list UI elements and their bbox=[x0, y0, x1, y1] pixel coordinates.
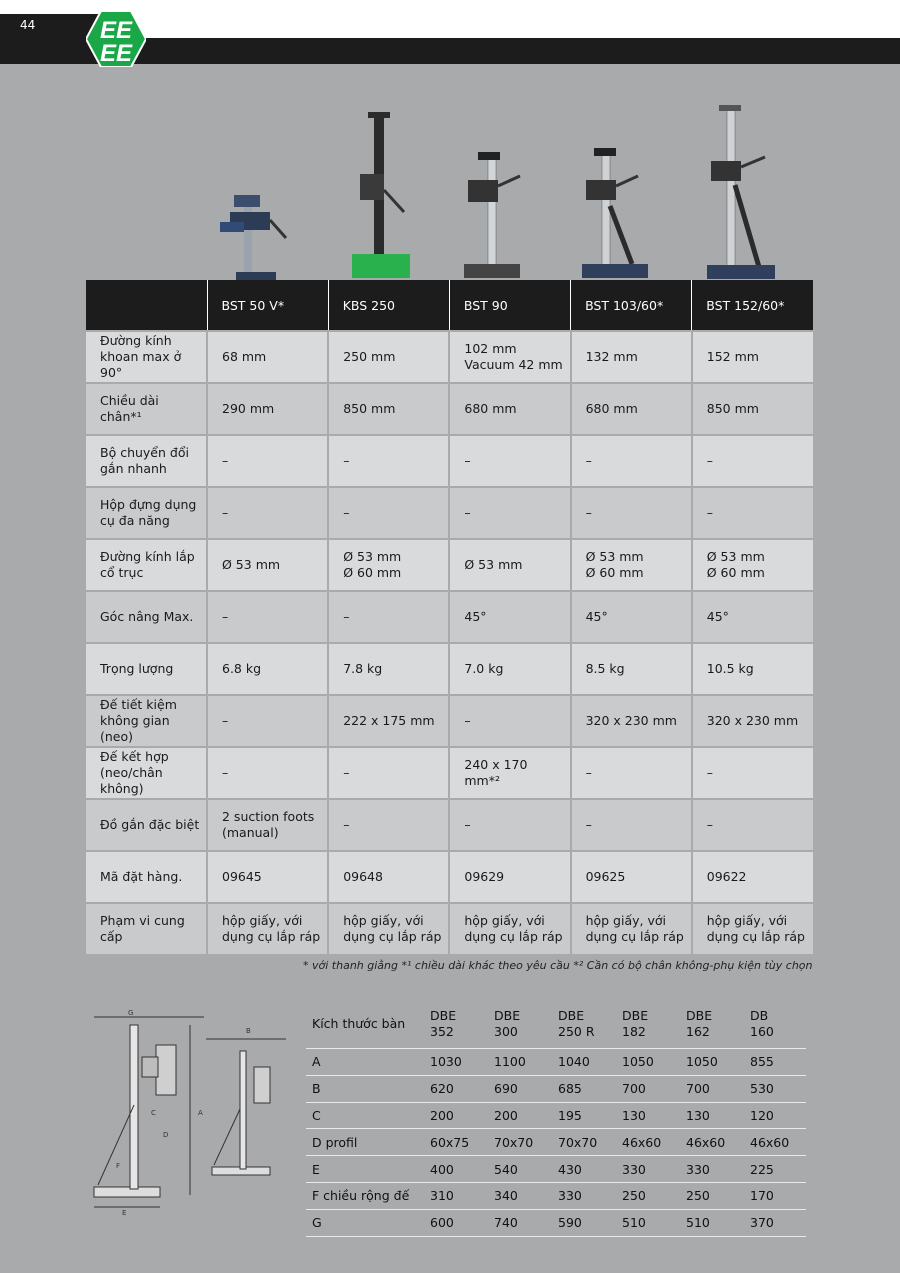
spec-label bbox=[86, 851, 207, 903]
cell-line: – bbox=[706, 505, 713, 520]
spec-value bbox=[328, 435, 449, 487]
cell-line: – bbox=[464, 817, 471, 832]
spec-label bbox=[86, 695, 207, 747]
model-header bbox=[680, 1000, 744, 1049]
cell-line: Đường kính lắp bbox=[100, 549, 195, 564]
spec-value bbox=[328, 643, 449, 695]
spec-value bbox=[692, 695, 813, 747]
cell-line: 6.8 kg bbox=[222, 661, 262, 676]
spec-value bbox=[571, 799, 692, 851]
dimension-label: B bbox=[306, 1075, 424, 1102]
cell-line: 850 mm bbox=[706, 401, 759, 416]
cell-line: DBE bbox=[494, 1008, 521, 1023]
cell-line: Ø 53 mm bbox=[222, 557, 281, 572]
cell-line: 68 mm bbox=[222, 349, 267, 364]
spec-value bbox=[692, 591, 813, 643]
dimension-value: 690 bbox=[488, 1075, 552, 1102]
spec-value bbox=[449, 695, 570, 747]
dimension-value: 370 bbox=[744, 1209, 806, 1236]
bst-50-v-image bbox=[214, 190, 289, 280]
dimension-value: 685 bbox=[552, 1075, 616, 1102]
cell-line: dụng cụ lắp ráp bbox=[464, 929, 563, 944]
spec-row bbox=[86, 383, 813, 435]
dimension-row bbox=[306, 1209, 806, 1236]
spec-value bbox=[449, 383, 570, 435]
cell-line: hộp giấy, với bbox=[222, 913, 303, 928]
spec-value bbox=[571, 851, 692, 903]
dimension-value: 1100 bbox=[488, 1049, 552, 1076]
label-f: F bbox=[116, 1162, 121, 1170]
dimension-value: 60x75 bbox=[424, 1129, 488, 1156]
model-header bbox=[616, 1000, 680, 1049]
product-header: BST 50 V* bbox=[207, 280, 328, 331]
cell-line: 680 mm bbox=[585, 401, 638, 416]
cell-line: 152 mm bbox=[706, 349, 759, 364]
cell-line: 182 bbox=[622, 1024, 646, 1039]
spec-value bbox=[692, 331, 813, 383]
cell-line: 352 bbox=[430, 1024, 454, 1039]
dimension-row bbox=[306, 1049, 806, 1076]
cell-line: DBE bbox=[686, 1008, 713, 1023]
spec-row bbox=[86, 539, 813, 591]
cell-line: – bbox=[343, 609, 350, 624]
model-header bbox=[552, 1000, 616, 1049]
spec-value bbox=[692, 487, 813, 539]
cell-line: 240 x 170 mm*² bbox=[464, 757, 528, 788]
dimensions-body bbox=[306, 1000, 806, 1236]
cell-line: không gian bbox=[100, 713, 170, 728]
cell-line: dụng cụ lắp ráp bbox=[585, 929, 684, 944]
dimension-value: 200 bbox=[424, 1102, 488, 1129]
cell-line: 09648 bbox=[343, 869, 383, 884]
cell-line: Phạm vi cung cấp bbox=[100, 913, 185, 944]
dimension-value: 250 bbox=[616, 1182, 680, 1209]
dimension-value: 46x60 bbox=[616, 1129, 680, 1156]
spec-value bbox=[571, 539, 692, 591]
cell-line: Đồ gắn đặc biệt bbox=[100, 817, 200, 832]
cell-line: hộp giấy, với bbox=[343, 913, 424, 928]
cell-line: – bbox=[706, 453, 713, 468]
spec-value bbox=[207, 487, 328, 539]
label-g: G bbox=[128, 1009, 134, 1017]
dimension-label: A bbox=[306, 1049, 424, 1076]
spec-value bbox=[449, 539, 570, 591]
product-header: BST 152/60* bbox=[692, 280, 813, 331]
spec-value bbox=[571, 591, 692, 643]
cell-line: DBE bbox=[558, 1008, 585, 1023]
spec-value bbox=[449, 331, 570, 383]
cell-line: Đế kết hợp bbox=[100, 749, 169, 764]
product-header: BST 103/60* bbox=[571, 280, 692, 331]
label-c: C bbox=[151, 1109, 156, 1117]
spec-value bbox=[571, 695, 692, 747]
model-header bbox=[488, 1000, 552, 1049]
cell-line: 09629 bbox=[464, 869, 505, 884]
cell-line: dụng cụ lắp ráp bbox=[343, 929, 442, 944]
dimension-value: 1040 bbox=[552, 1049, 616, 1076]
bst-90-image bbox=[458, 150, 528, 280]
spec-value bbox=[571, 383, 692, 435]
dimension-value: 70x70 bbox=[552, 1129, 616, 1156]
page-number-tab bbox=[0, 14, 100, 38]
cell-line: Đường kính bbox=[100, 333, 172, 348]
spec-value bbox=[207, 383, 328, 435]
product-header: BST 90 bbox=[449, 280, 570, 331]
spec-row bbox=[86, 643, 813, 695]
dimension-label: G bbox=[306, 1209, 424, 1236]
dimension-row bbox=[306, 1182, 806, 1209]
spec-value bbox=[692, 539, 813, 591]
spec-value bbox=[207, 799, 328, 851]
cell-line: – bbox=[222, 505, 229, 520]
dimension-value: 855 bbox=[744, 1049, 806, 1076]
spec-value bbox=[571, 435, 692, 487]
spec-label bbox=[86, 747, 207, 799]
cell-line: (neo/chân không) bbox=[100, 765, 163, 796]
dimension-label: F chiều rộng đế bbox=[306, 1182, 424, 1209]
cell-line: 09645 bbox=[222, 869, 262, 884]
spec-value bbox=[207, 643, 328, 695]
spec-value bbox=[692, 383, 813, 435]
spec-label bbox=[86, 539, 207, 591]
spec-value bbox=[328, 487, 449, 539]
cell-line: – bbox=[343, 505, 350, 520]
bst-103-image bbox=[576, 146, 656, 280]
spec-value bbox=[692, 903, 813, 954]
cell-line: 45° bbox=[706, 609, 729, 624]
product-header: KBS 250 bbox=[328, 280, 449, 331]
cell-line: – bbox=[222, 765, 229, 780]
dimension-value: 530 bbox=[744, 1075, 806, 1102]
cell-line: 102 mm bbox=[464, 341, 517, 356]
spec-value bbox=[207, 591, 328, 643]
product-images bbox=[86, 100, 813, 280]
spec-value bbox=[571, 331, 692, 383]
spec-row bbox=[86, 591, 813, 643]
dimension-value: 400 bbox=[424, 1156, 488, 1183]
spec-row bbox=[86, 747, 813, 799]
spec-row bbox=[86, 331, 813, 383]
bst-152-image bbox=[701, 105, 781, 280]
spec-row bbox=[86, 799, 813, 851]
cell-line: Ø 60 mm bbox=[343, 565, 402, 580]
cell-line: cổ trục bbox=[100, 565, 144, 580]
dimension-value: 340 bbox=[488, 1182, 552, 1209]
logo-letter-1: EE bbox=[99, 17, 133, 44]
dimension-value: 200 bbox=[488, 1102, 552, 1129]
dimension-label: C bbox=[306, 1102, 424, 1129]
spec-label bbox=[86, 799, 207, 851]
cell-line: DB bbox=[750, 1008, 769, 1023]
spec-label bbox=[86, 903, 207, 954]
logo-letter-2: EE bbox=[99, 40, 133, 67]
dimension-value: 590 bbox=[552, 1209, 616, 1236]
cell-line: Ø 60 mm bbox=[706, 565, 765, 580]
dimension-row bbox=[306, 1075, 806, 1102]
spec-value bbox=[449, 799, 570, 851]
dimension-value: 330 bbox=[616, 1156, 680, 1183]
cell-line: Ø 53 mm bbox=[464, 557, 523, 572]
dimensions-header-label: Kích thước bàn bbox=[306, 1000, 424, 1049]
spec-value bbox=[449, 851, 570, 903]
label-e: E bbox=[122, 1209, 127, 1217]
dimension-value: 70x70 bbox=[488, 1129, 552, 1156]
cell-line: Hộp đựng dụng bbox=[100, 497, 197, 512]
cell-line: – bbox=[222, 609, 229, 624]
spec-label bbox=[86, 435, 207, 487]
spec-value bbox=[571, 903, 692, 954]
spec-label bbox=[86, 591, 207, 643]
cell-line: – bbox=[464, 713, 471, 728]
spec-value bbox=[449, 591, 570, 643]
dimension-value: 1050 bbox=[616, 1049, 680, 1076]
spec-label bbox=[86, 487, 207, 539]
cell-line: 2 suction foots bbox=[222, 809, 315, 824]
cell-line: DBE bbox=[430, 1008, 457, 1023]
spec-value bbox=[207, 903, 328, 954]
label-d: D bbox=[163, 1131, 169, 1139]
dimension-value: 170 bbox=[744, 1182, 806, 1209]
dimension-value: 130 bbox=[680, 1102, 744, 1129]
spec-value bbox=[207, 747, 328, 799]
spec-value bbox=[328, 903, 449, 954]
cell-line: Ø 53 mm bbox=[343, 549, 402, 564]
cell-line: – bbox=[585, 817, 592, 832]
cell-line: hộp giấy, với bbox=[585, 913, 666, 928]
spec-row bbox=[86, 695, 813, 747]
model-header bbox=[744, 1000, 806, 1049]
dimension-value: 46x60 bbox=[680, 1129, 744, 1156]
cell-line: Ø 60 mm bbox=[585, 565, 644, 580]
dimension-value: 46x60 bbox=[744, 1129, 806, 1156]
cell-line: 162 bbox=[686, 1024, 710, 1039]
dimension-label: E bbox=[306, 1156, 424, 1183]
spec-value bbox=[328, 695, 449, 747]
cell-line: 8.5 kg bbox=[585, 661, 625, 676]
spec-value bbox=[328, 799, 449, 851]
cell-line: 290 mm bbox=[222, 401, 275, 416]
cell-line: 09625 bbox=[585, 869, 626, 884]
spec-value bbox=[207, 331, 328, 383]
cell-line: Bộ chuyển đổi bbox=[100, 445, 189, 460]
cell-line: – bbox=[343, 817, 350, 832]
spec-header-row bbox=[86, 280, 813, 331]
spec-label bbox=[86, 383, 207, 435]
cell-line: hộp giấy, với bbox=[464, 913, 545, 928]
dimension-value: 1050 bbox=[680, 1049, 744, 1076]
cell-line: (manual) bbox=[222, 825, 279, 840]
cell-line: – bbox=[464, 453, 471, 468]
cell-line: Ø 53 mm bbox=[585, 549, 644, 564]
spec-row bbox=[86, 487, 813, 539]
cell-line: Chiều dài chân*¹ bbox=[100, 393, 159, 424]
spec-value bbox=[692, 851, 813, 903]
spec-value bbox=[207, 435, 328, 487]
dimensions-table bbox=[306, 1000, 806, 1237]
dimension-value: 330 bbox=[552, 1182, 616, 1209]
dimension-row bbox=[306, 1129, 806, 1156]
cell-line: 45° bbox=[585, 609, 608, 624]
cell-line: 7.8 kg bbox=[343, 661, 383, 676]
label-a: A bbox=[198, 1109, 203, 1117]
cell-line: 222 x 175 mm bbox=[343, 713, 435, 728]
dimension-value: 600 bbox=[424, 1209, 488, 1236]
cell-line: Đế tiết kiệm bbox=[100, 697, 177, 712]
spec-value bbox=[692, 799, 813, 851]
spec-value bbox=[449, 643, 570, 695]
cell-line: – bbox=[585, 505, 592, 520]
spec-value bbox=[449, 903, 570, 954]
footnote: * với thanh giằng *¹ chiều dài khác theo yêu cầu *² Cần có bộ chân không-phụ kiện tùy chọn bbox=[303, 959, 813, 972]
cell-line: hộp giấy, với bbox=[706, 913, 788, 928]
dimension-value: 130 bbox=[616, 1102, 680, 1129]
spec-row bbox=[86, 435, 813, 487]
cell-line: Góc nâng Max. bbox=[100, 609, 194, 624]
cell-line: 250 R bbox=[558, 1024, 595, 1039]
cell-line: 850 mm bbox=[343, 401, 396, 416]
dimension-value: 700 bbox=[616, 1075, 680, 1102]
dimension-value: 1030 bbox=[424, 1049, 488, 1076]
cell-line: Mã đặt hàng. bbox=[100, 869, 183, 884]
spec-value bbox=[207, 851, 328, 903]
spec-value bbox=[571, 747, 692, 799]
cell-line: 320 x 230 mm bbox=[706, 713, 799, 728]
dimension-value: 250 bbox=[680, 1182, 744, 1209]
cell-line: dụng cụ lắp ráp bbox=[222, 929, 321, 944]
cell-line: 160 bbox=[750, 1024, 774, 1039]
dimension-value: 620 bbox=[424, 1075, 488, 1102]
spec-value bbox=[328, 383, 449, 435]
cell-line: 7.0 kg bbox=[464, 661, 504, 676]
cell-line: dụng cụ lắp ráp bbox=[706, 929, 805, 944]
dimension-value: 310 bbox=[424, 1182, 488, 1209]
cell-line: cụ đa năng bbox=[100, 513, 170, 528]
spec-value bbox=[328, 539, 449, 591]
cell-line: 45° bbox=[464, 609, 487, 624]
cell-line: 320 x 230 mm bbox=[585, 713, 677, 728]
spec-value bbox=[692, 643, 813, 695]
dimension-value: 195 bbox=[552, 1102, 616, 1129]
spec-table bbox=[86, 280, 813, 954]
spec-body bbox=[86, 331, 813, 954]
spec-value bbox=[328, 851, 449, 903]
dimension-value: 225 bbox=[744, 1156, 806, 1183]
cell-line: – bbox=[464, 505, 471, 520]
cell-line: – bbox=[706, 817, 713, 832]
cell-line: – bbox=[343, 765, 350, 780]
spec-value bbox=[449, 435, 570, 487]
label-b: B bbox=[246, 1027, 251, 1035]
page-number: 44 bbox=[20, 18, 36, 32]
model-header bbox=[424, 1000, 488, 1049]
cell-line: Trọng lượng bbox=[100, 661, 174, 676]
spec-value bbox=[571, 643, 692, 695]
cell-line: – bbox=[585, 765, 592, 780]
dimension-value: 430 bbox=[552, 1156, 616, 1183]
spec-value bbox=[207, 539, 328, 591]
dimension-value: 740 bbox=[488, 1209, 552, 1236]
dimension-diagram bbox=[86, 1005, 306, 1220]
cell-line: – bbox=[585, 453, 592, 468]
spec-value bbox=[449, 487, 570, 539]
spec-row bbox=[86, 903, 813, 954]
cell-line: 680 mm bbox=[464, 401, 517, 416]
spec-value bbox=[328, 747, 449, 799]
spec-value bbox=[692, 435, 813, 487]
spec-label bbox=[86, 643, 207, 695]
spec-value bbox=[207, 695, 328, 747]
spec-label bbox=[86, 331, 207, 383]
cell-line: khoan max ở 90° bbox=[100, 349, 182, 380]
spec-value bbox=[571, 487, 692, 539]
cell-line: 300 bbox=[494, 1024, 518, 1039]
spec-value bbox=[449, 747, 570, 799]
cell-line: Ø 53 mm bbox=[706, 549, 765, 564]
cell-line: – bbox=[343, 453, 350, 468]
cell-line: 132 mm bbox=[585, 349, 638, 364]
cell-line: – bbox=[222, 453, 229, 468]
spec-value bbox=[328, 331, 449, 383]
dimension-row bbox=[306, 1102, 806, 1129]
kbs-250-image bbox=[346, 112, 416, 280]
cell-line: – bbox=[706, 765, 713, 780]
cell-line: – bbox=[222, 713, 229, 728]
dimensions-header-row bbox=[306, 1000, 806, 1049]
dimension-label: D profil bbox=[306, 1129, 424, 1156]
cell-line: Vacuum 42 mm bbox=[464, 357, 563, 372]
dimension-value: 510 bbox=[680, 1209, 744, 1236]
spec-value bbox=[328, 591, 449, 643]
cell-line: 10.5 kg bbox=[706, 661, 754, 676]
ee-logo-icon bbox=[86, 11, 146, 67]
spec-value bbox=[692, 747, 813, 799]
dimension-value: 700 bbox=[680, 1075, 744, 1102]
cell-line: DBE bbox=[622, 1008, 649, 1023]
spec-header-empty bbox=[86, 280, 207, 331]
cell-line: (neo) bbox=[100, 729, 134, 744]
dimension-value: 330 bbox=[680, 1156, 744, 1183]
dimension-value: 510 bbox=[616, 1209, 680, 1236]
dimension-value: 120 bbox=[744, 1102, 806, 1129]
cell-line: 09622 bbox=[706, 869, 747, 884]
dimension-row bbox=[306, 1156, 806, 1183]
cell-line: 250 mm bbox=[343, 349, 396, 364]
cell-line: gắn nhanh bbox=[100, 461, 167, 476]
dimension-value: 540 bbox=[488, 1156, 552, 1183]
spec-row bbox=[86, 851, 813, 903]
